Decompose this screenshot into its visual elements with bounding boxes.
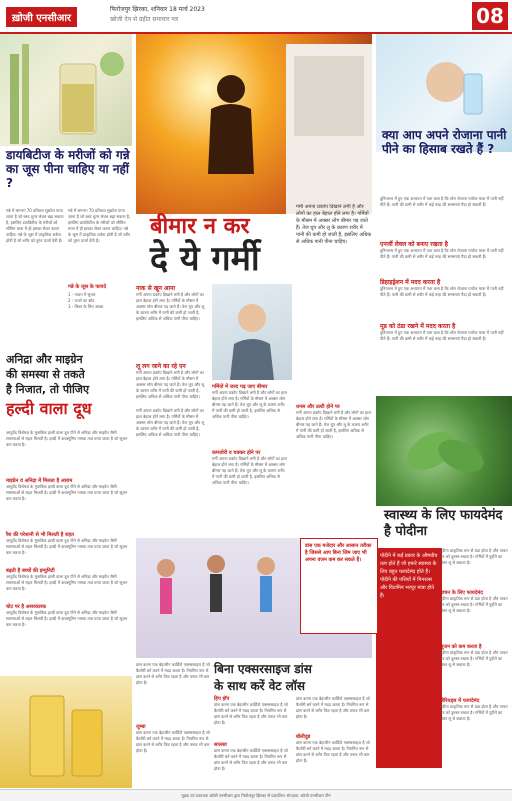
- heat-subhead-1: लू लग जाने का रहे एन: [136, 363, 186, 370]
- turmeric-milk-image: [0, 676, 132, 788]
- man-holding-head-illustration: [212, 284, 292, 380]
- migraine-subhead-1: माइग्रेन व अनिद्रा में मिलता है आराम: [6, 478, 73, 484]
- water-subhead-3: मूड को ठंडा रखने में मदद करता है: [380, 323, 456, 330]
- benefit-item: 2 - ऊर्जा का स्रोत: [68, 298, 95, 303]
- migraine-body-4: आयुर्वेद विशेषज्ञ के मुताबिक हल्दी वाला दूध पीने से अनिद्रा और माइग्रेन जैसी समस्याओं से राहत मिलती है। हल्दी में करक्यूमिन नामक तत्व पाया जाता है जो सूजन कम करता है।: [6, 574, 128, 591]
- mint-subhead-3: पाचन के लिए फायदेमंद: [440, 590, 483, 596]
- heat-body: गर्मी अपना प्रकोप दिखाने लगी है और लोगों का हाल बेहाल होने लगा है। गर्मियों के मौसम में अक्सर लोग बीमार पड़ जाते हैं। तेज धूप और लू के कारण शरीर में पानी की कमी हो जाती है, इसलिए अधिक से अधिक पानी पीना चाहिए।: [136, 292, 205, 321]
- migraine-headline-line2: की समस्या से तकते: [6, 368, 85, 381]
- dance-body-4: डांस करना एक बेहतरीन कार्डियो एक्सरसाइज है जो कैलोरी बर्न करने में मदद करता है। नियमित रूप से डांस करने से शरीर फिट रहता है और तनाव भी कम होता है।: [214, 748, 288, 771]
- mint-leaves-illustration: [376, 396, 512, 506]
- heat-subhead-2: गर्मियों में जल्द पढ़ जाए बीमार: [212, 384, 268, 390]
- dance-body-2: डांस करना एक बेहतरीन कार्डियो एक्सरसाइज है जो कैलोरी बर्न करने में मदद करता है। नियमित रूप से डांस करने से शरीर फिट रहता है और तनाव भी कम होता है।: [136, 730, 210, 753]
- heat-headline: [150, 210, 260, 278]
- migraine-body-2: आयुर्वेद विशेषज्ञ के मुताबिक हल्दी वाला दूध पीने से अनिद्रा और माइग्रेन जैसी समस्याओं से राहत मिलती है। हल्दी में करक्यूमिन नामक तत्व पाया जाता है जो सूजन कम करता है।: [6, 484, 128, 501]
- heat-subhead-3: कमजोरी व चक्कर होने पर: [212, 450, 261, 456]
- sugarcane-juice-illustration: [0, 34, 132, 146]
- heat-col-b: [296, 404, 372, 536]
- benefits-title: गन्ने के जूस के फायदे: [68, 284, 107, 290]
- dance-subhead-salsa: सालसा: [214, 742, 227, 748]
- mint-pullquote: पोदीने में कई प्रकार के औषधीय तत्व होते हैं जो हमारे स्वास्थ्य के लिए बहुत फायदेमंद होते हैं। पोदीने की पत्तियों में मिनरल्स और विटामिन भरपूर मात्रा होते हैं।: [376, 548, 442, 768]
- heat-headline-line1: बीमार न कर: [150, 214, 250, 239]
- migraine-body-5: आयुर्वेद विशेषज्ञ के मुताबिक हल्दी वाला दूध पीने से अनिद्रा और माइग्रेन जैसी समस्याओं से राहत मिलती है। हल्दी में करक्यूमिन नामक तत्व पाया जाता है जो सूजन कम करता है।: [6, 610, 128, 627]
- mint-subhead-2: सूजन को कम करता है: [440, 644, 482, 650]
- dance-body-5: डांस करना एक बेहतरीन कार्डियो एक्सरसाइज है जो कैलोरी बर्न करने में मदद करता है। नियमित रूप से डांस करने से शरीर फिट रहता है और तनाव भी कम होता है।: [296, 696, 370, 719]
- sugarcane-headline: डायबिटीज के मरीजों को गन्ने का जूस पीना चाहिए या नहीं ?: [6, 148, 130, 190]
- water-headline: क्या आप अपने रोजाना पानी पीने का हिसाब रखते हैं ?: [382, 128, 507, 156]
- heat-body-col3: गर्मी अपना प्रकोप दिखाने लगी है और लोगों का हाल बेहाल होने लगा है। गर्मियों के मौसम में अक्सर लोग बीमार पड़ जाते हैं। तेज धूप और लू के कारण शरीर में पानी की कमी हो जाती है, इसलिए अधिक से अधिक पानी पीना चाहिए।: [296, 204, 372, 245]
- mint-article: [440, 548, 510, 782]
- sugarcane-benefits-box: [68, 208, 132, 346]
- person-in-heat-illustration: [136, 34, 372, 214]
- dance-col-1: [136, 662, 210, 786]
- water-body-2: दुनियाभर में हुए एक अध्ययन में पता चला है कि लोग रोजाना पर्याप्त मात्रा में पानी नहीं पीते हैं। पानी की कमी से शरीर में कई तरह की समस्याएं पैदा हो सकती हैं।: [380, 248, 504, 259]
- heat-headline-line2: दे ये गर्मी: [150, 239, 260, 279]
- dance-headline-line1: बिना एक्सरसाइज डांस: [214, 662, 312, 676]
- mint-body-3: पुदीना प्राकृतिक रूप से ठंडा होता है और पाचन तंत्र को दुरुस्त रखता है। गर्मियों में पुदीने का सेवन लू से बचाता है।: [440, 650, 508, 667]
- water-article: [380, 196, 508, 396]
- dance-headline: [214, 660, 372, 694]
- water-body: दुनियाभर में हुए एक अध्ययन में पता चला है कि लोग रोजाना पर्याप्त मात्रा में पानी नहीं पीते हैं। पानी की कमी से शरीर में कई तरह की समस्याएं पैदा हो सकती हैं।: [380, 196, 504, 207]
- heat-body-cont: गर्मी अपना प्रकोप दिखाने लगी है और लोगों का हाल बेहाल होने लगा है। गर्मियों के मौसम में अक्सर लोग बीमार पड़ जाते हैं। तेज धूप और लू के कारण शरीर में पानी की कमी हो जाती है, इसलिए अधिक से अधिक पानी पीना चाहिए।: [136, 370, 205, 399]
- page-header: [0, 0, 512, 34]
- edition-line: खोजी ऐप से ग्रहीत समाचार पत्र: [110, 16, 179, 23]
- migraine-headline-line1: अनिद्रा और माइग्रेन: [6, 353, 83, 366]
- mint-headline: स्वास्थ्य के लिए फायदेमंद है पोदीना: [384, 508, 503, 539]
- dance-col-3: [296, 696, 372, 786]
- heat-lede: नाक से खून आना: [136, 285, 176, 292]
- dance-col-2: [214, 696, 292, 786]
- dance-subhead-zumba: जुम्बा: [136, 724, 146, 730]
- heat-wave-image: [136, 34, 372, 214]
- mint-body-4: पुदीना प्राकृतिक रूप से ठंडा होता है और पाचन तंत्र को दुरुस्त रखता है। गर्मियों में पुदीने का सेवन लू से बचाता है।: [440, 704, 508, 721]
- masthead-brand: ख़ोजी एनसीआर: [6, 7, 77, 27]
- sugarcane-body-cont: गन्ने में लगभग 70 प्रतिशत सुक्रोज पाया जाता है जो ब्लड शुगर लेवल बढ़ा सकता है, इसलिए डायबिटीज के मरीजों को सीमित मात्रा में ही इसका सेवन करना चाहिए। गन्ने के जूस में प्राकृतिक शर्करा होती है जो शरीर को तुरंत ऊर्जा देती है।: [68, 208, 131, 243]
- water-subhead-1: एनर्जी लेवल को बनाए रखता है: [380, 241, 448, 248]
- mint-leaves-image: [376, 396, 512, 506]
- dance-body: डांस करना एक बेहतरीन कार्डियो एक्सरसाइज है जो कैलोरी बर्न करने में मदद करता है। नियमित रूप से डांस करने से शरीर फिट रहता है और तनाव भी कम होता है।: [136, 662, 210, 685]
- migraine-subhead-2: रैश की परेशानी से भी मिलती है राहत: [6, 532, 74, 538]
- heat-col-1: [136, 284, 208, 404]
- mint-body: पुदीना प्राकृतिक रूप से ठंडा होता है और पाचन तंत्र को दुरुस्त रखता है। गर्मियों में पुदीने का सेवन लू से बचाता है।: [440, 548, 508, 565]
- heat-body-d: गर्मी अपना प्रकोप दिखाने लगी है और लोगों का हाल बेहाल होने लगा है। गर्मियों के मौसम में अक्सर लोग बीमार पड़ जाते हैं। तेज धूप और लू के कारण शरीर में पानी की कमी हो जाती है, इसलिए अधिक से अधिक पानी पीना चाहिए।: [136, 408, 205, 437]
- water-subhead-2: डिहाइड्रेशन में मदद करता है: [380, 279, 441, 286]
- migraine-article: [6, 430, 132, 670]
- migraine-subhead-3: बढ़ती है बच्चों की इम्युनिटी: [6, 568, 55, 574]
- dance-also-know: [376, 762, 432, 768]
- heat-body-b: गर्मी अपना प्रकोप दिखाने लगी है और लोगों का हाल बेहाल होने लगा है। गर्मियों के मौसम में अक्सर लोग बीमार पड़ जाते हैं। तेज धूप और लू के कारण शरीर में पानी की कमी हो जाती है, इसलिए अधिक से अधिक पानी पीना चाहिए।: [212, 456, 287, 485]
- heat-col-a: [212, 384, 288, 536]
- water-body-4: दुनियाभर में हुए एक अध्ययन में पता चला है कि लोग रोजाना पर्याप्त मात्रा में पानी नहीं पीते हैं। पानी की कमी से शरीर में कई तरह की समस्याएं पैदा हो सकती हैं।: [380, 330, 504, 341]
- migraine-subhead-4: चोट पर है असरकारक: [6, 604, 47, 610]
- dance-subhead-bollywood: बॉलीवुड: [296, 734, 311, 740]
- water-body-3: दुनियाभर में हुए एक अध्ययन में पता चला है कि लोग रोजाना पर्याप्त मात्रा में पानी नहीं पीते हैं। पानी की कमी से शरीर में कई तरह की समस्याएं पैदा हो सकती हैं।: [380, 286, 504, 297]
- migraine-headline-line4: हल्दी वाला दूध: [6, 399, 92, 418]
- dance-pullquote: डांस एक मजेदार और आसान तरीका है जिससे आप बिना जिम जाए भी अपना वजन कम कर सकते हैं।: [300, 538, 378, 634]
- dance-body-6: डांस करना एक बेहतरीन कार्डियो एक्सरसाइज है जो कैलोरी बर्न करने में मदद करता है। नियमित रूप से डांस करने से शरीर फिट रहता है और तनाव भी कम होता है।: [296, 740, 370, 763]
- heat-body-c: गर्मी अपना प्रकोप दिखाने लगी है और लोगों का हाल बेहाल होने लगा है। गर्मियों के मौसम में अक्सर लोग बीमार पड़ जाते हैं। तेज धूप और लू के कारण शरीर में पानी की कमी हो जाती है, इसलिए अधिक से अधिक पानी पीना चाहिए।: [296, 410, 371, 439]
- benefit-item: 1 - पाचन में सुधार: [68, 292, 96, 297]
- migraine-headline-line3: है निजात, तो पीजिए: [6, 383, 90, 396]
- mint-subhead-1: पीरियड्स में फायदेमंद: [440, 698, 480, 704]
- heat-body-a: गर्मी अपना प्रकोप दिखाने लगी है और लोगों का हाल बेहाल होने लगा है। गर्मियों के मौसम में अक्सर लोग बीमार पड़ जाते हैं। तेज धूप और लू के कारण शरीर में पानी की कमी हो जाती है, इसलिए अधिक से अधिक पानी पीना चाहिए।: [212, 390, 287, 419]
- turmeric-milk-glass-illustration: [0, 676, 132, 788]
- benefit-item: 3 - लिवर के लिए अच्छा: [68, 304, 104, 309]
- headache-man-image: [212, 284, 292, 380]
- migraine-headline: [6, 352, 132, 419]
- dance-headline-line2: के साथ करें वेट लॉस: [214, 679, 306, 693]
- page-footer: मुद्रक एवं प्रकाशक खोजी एनसीआर द्वारा फिरोजपुर झिरका से प्रकाशित। संपादक: खोजी एनसीआर टीम: [0, 789, 512, 801]
- mint-body-2: पुदीना प्राकृतिक रूप से ठंडा होता है और पाचन तंत्र को दुरुस्त रखता है। गर्मियों में पुदीने का सेवन लू से बचाता है।: [440, 596, 508, 613]
- sugarcane-juice-image: [0, 34, 132, 146]
- page-number: 08: [472, 2, 508, 30]
- dance-subhead-hiphop: हिप हॉप: [214, 696, 230, 702]
- migraine-body: आयुर्वेद विशेषज्ञ के मुताबिक हल्दी वाला दूध पीने से अनिद्रा और माइग्रेन जैसी समस्याओं से राहत मिलती है। हल्दी में करक्यूमिन नामक तत्व पाया जाता है जो सूजन कम करता है।: [6, 430, 128, 447]
- sugarcane-body: गन्ने में लगभग 70 प्रतिशत सुक्रोज पाया जाता है जो ब्लड शुगर लेवल बढ़ा सकता है, इसलिए डायबिटीज के मरीजों को सीमित मात्रा में ही इसका सेवन करना चाहिए। गन्ने के जूस में प्राकृतिक शर्करा होती है जो शरीर को तुरंत ऊर्जा देती है।: [6, 208, 64, 243]
- date-line: फिरोजपुर झिरका, शनिवार 18 मार्च 2023: [110, 6, 205, 13]
- dance-body-3: डांस करना एक बेहतरीन कार्डियो एक्सरसाइज है जो कैलोरी बर्न करने में मदद करता है। नियमित रूप से डांस करने से शरीर फिट रहता है और तनाव भी कम होता है।: [214, 702, 288, 725]
- heat-subhead-4: धनस और उल्टी होने पर: [296, 404, 340, 410]
- dance-subhead-also: यह भी जाने: [376, 762, 398, 768]
- migraine-body-3: आयुर्वेद विशेषज्ञ के मुताबिक हल्दी वाला दूध पीने से अनिद्रा और माइग्रेन जैसी समस्याओं से राहत मिलती है। हल्दी में करक्यूमिन नामक तत्व पाया जाता है जो सूजन कम करता है।: [6, 538, 128, 555]
